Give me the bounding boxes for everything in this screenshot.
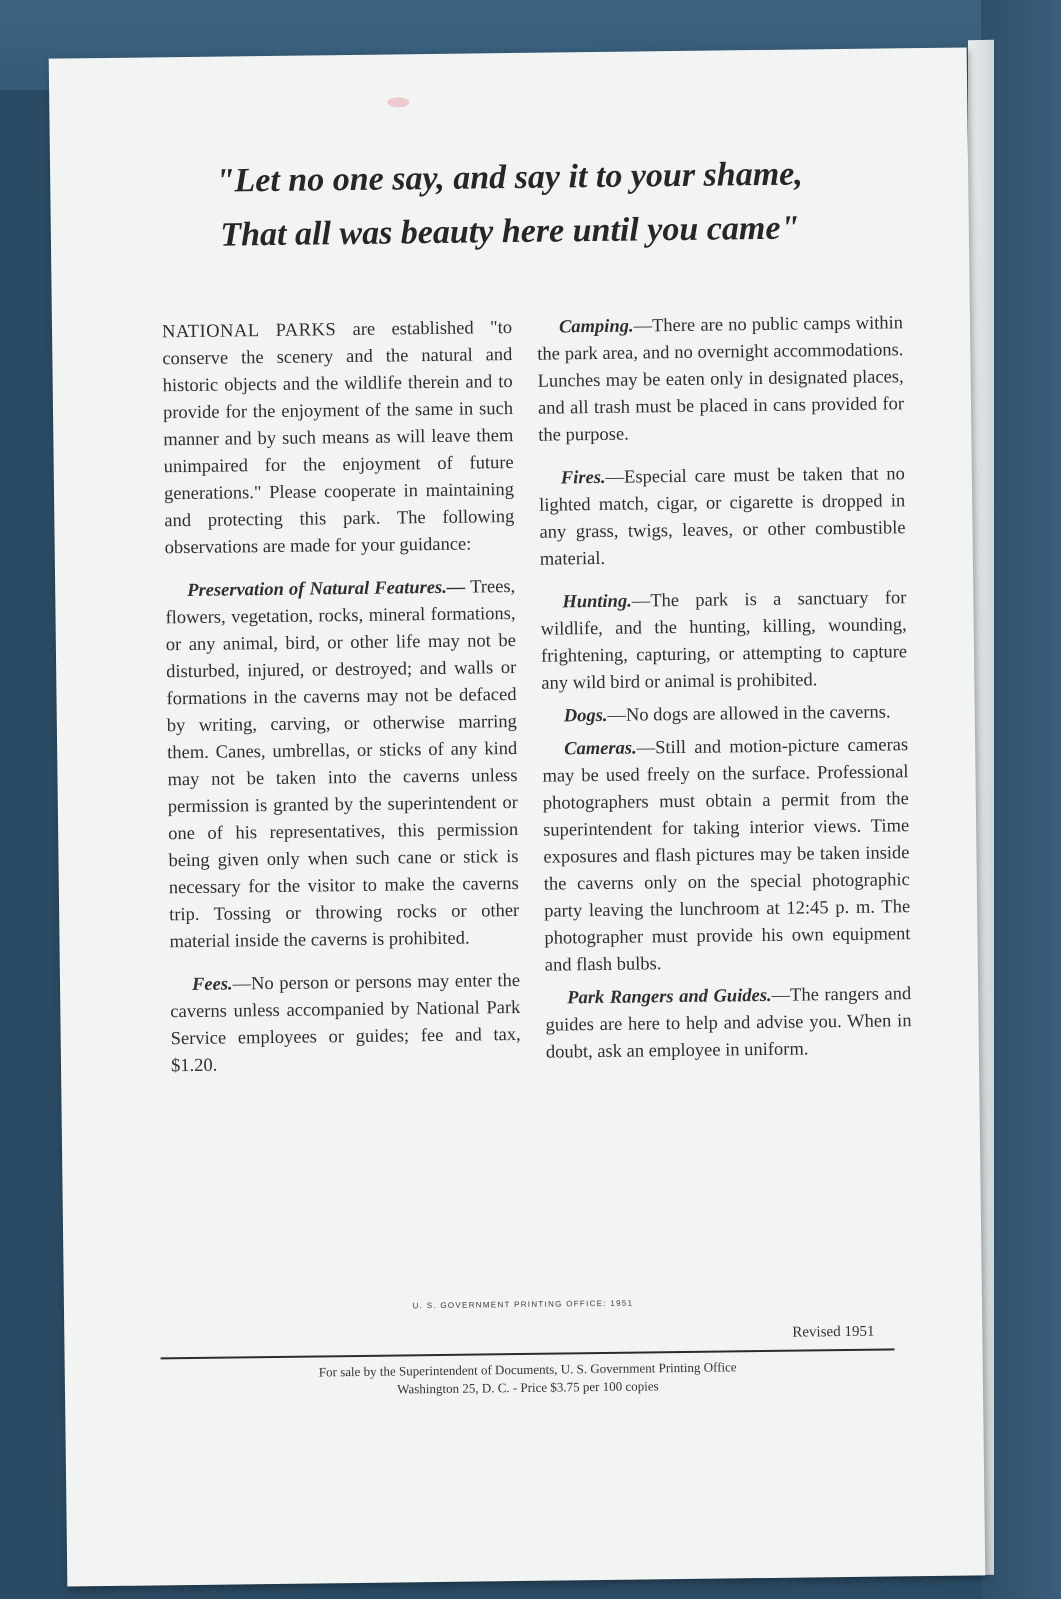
rangers-paragraph	[545, 981, 912, 1066]
cameras-paragraph	[542, 732, 911, 979]
camping-paragraph	[537, 310, 905, 449]
sale-line-1: For sale by the Superintendent of Documents, U. S. Government Printing Office	[318, 1359, 737, 1380]
hunting-text: —The park is a sanctuary for wildlife, and the hunting, killing, wounding, frightening, capturing, or attempting to capture any wild bird or animal is prohibited.	[540, 588, 908, 694]
preservation-heading: Preservation of Natural Features.—	[187, 577, 466, 602]
fees-paragraph	[170, 968, 521, 1080]
intro-paragraph	[162, 315, 515, 562]
quote-line-1: "Let no one say, and say it to your shame,	[215, 155, 803, 200]
booklet-page	[49, 47, 986, 1586]
rangers-text: —The rangers and guides are here to help and advise you. When in doubt, ask an employee in uniform.	[545, 984, 912, 1063]
intro-lead: NATIONAL PARKS	[161, 320, 337, 343]
hunting-paragraph	[540, 585, 907, 697]
cameras-text: —Still and motion-picture cameras may be used freely on the surface. Professional photographers must obtain a permit from the superintendent for taking interior views. Time exposures and flash pictures may be taken inside the caverns only on the special photographic party leaving the lunchroom at 12:45 p. m. The photographer must provide his own equipment and flash bulbs.	[542, 735, 911, 976]
paper-stain	[387, 97, 409, 107]
sale-notice	[161, 1356, 895, 1401]
cameras-heading: Cameras.	[564, 738, 637, 760]
rangers-heading: Park Rangers and Guides.	[567, 985, 772, 1009]
sale-line-2: Washington 25, D. C. - Price $3.75 per 100 copies	[397, 1378, 659, 1397]
dogs-heading: Dogs.	[563, 705, 608, 727]
left-column	[162, 315, 521, 1092]
printer-imprint: U. S. GOVERNMENT PRINTING OFFICE: 1951	[412, 1298, 634, 1311]
preservation-paragraph	[165, 574, 520, 956]
right-column	[537, 310, 912, 1078]
revised-date: Revised 1951	[792, 1323, 875, 1341]
fires-paragraph	[539, 461, 906, 573]
intro-text: are established "to conserve the scenery and the natural and historic objects and the wildlife therein and to provide for the enjoyment of the same in such manner and by such means as will leave them unimpaired for the enjoyment of future generations." Please cooperate in maintaining and protecting this park. The following observations are made for your guidance:	[162, 318, 515, 559]
page-quote	[50, 145, 969, 264]
fires-heading: Fires.	[560, 467, 606, 489]
hunting-heading: Hunting.	[562, 591, 632, 613]
camping-text: —There are no public camps within the park area, and no overnight accommodations. Lunches may be eaten only in designated places, and all trash must be placed in cans provided for the purpose.	[537, 313, 905, 446]
dogs-paragraph	[542, 699, 908, 730]
fees-text: —No person or persons may enter the caverns unless accompanied by National Park Service employees or guides; fee and tax, $1.20.	[170, 970, 521, 1077]
dogs-text: —No dogs are allowed in the caverns.	[607, 702, 891, 726]
camping-heading: Camping.	[558, 316, 634, 338]
quote-line-2: That all was beauty here until you came"	[220, 209, 800, 254]
fees-heading: Fees.	[191, 974, 233, 995]
preservation-text: Trees, flowers, vegetation, rocks, mineral formations, or any animal, bird, or other life may not be disturbed, injured, or destroyed; and walls or formations in the caverns may not be defaced by writing, carving, or otherwise marring them. Canes, umbrellas, or sticks of any kind may not be taken into the caverns unless permission is granted by the superintendent or one of his representatives, this permission being given only when such cane or stick is necessary for the visitor to make the caverns trip. Tossing or throwing rocks or other material inside the caverns is prohibited.	[165, 577, 520, 953]
fires-text: —Especial care must be taken that no lighted match, cigar, or cigarette is dropped in any grass, twigs, leaves, or other combustible material.	[539, 464, 906, 570]
